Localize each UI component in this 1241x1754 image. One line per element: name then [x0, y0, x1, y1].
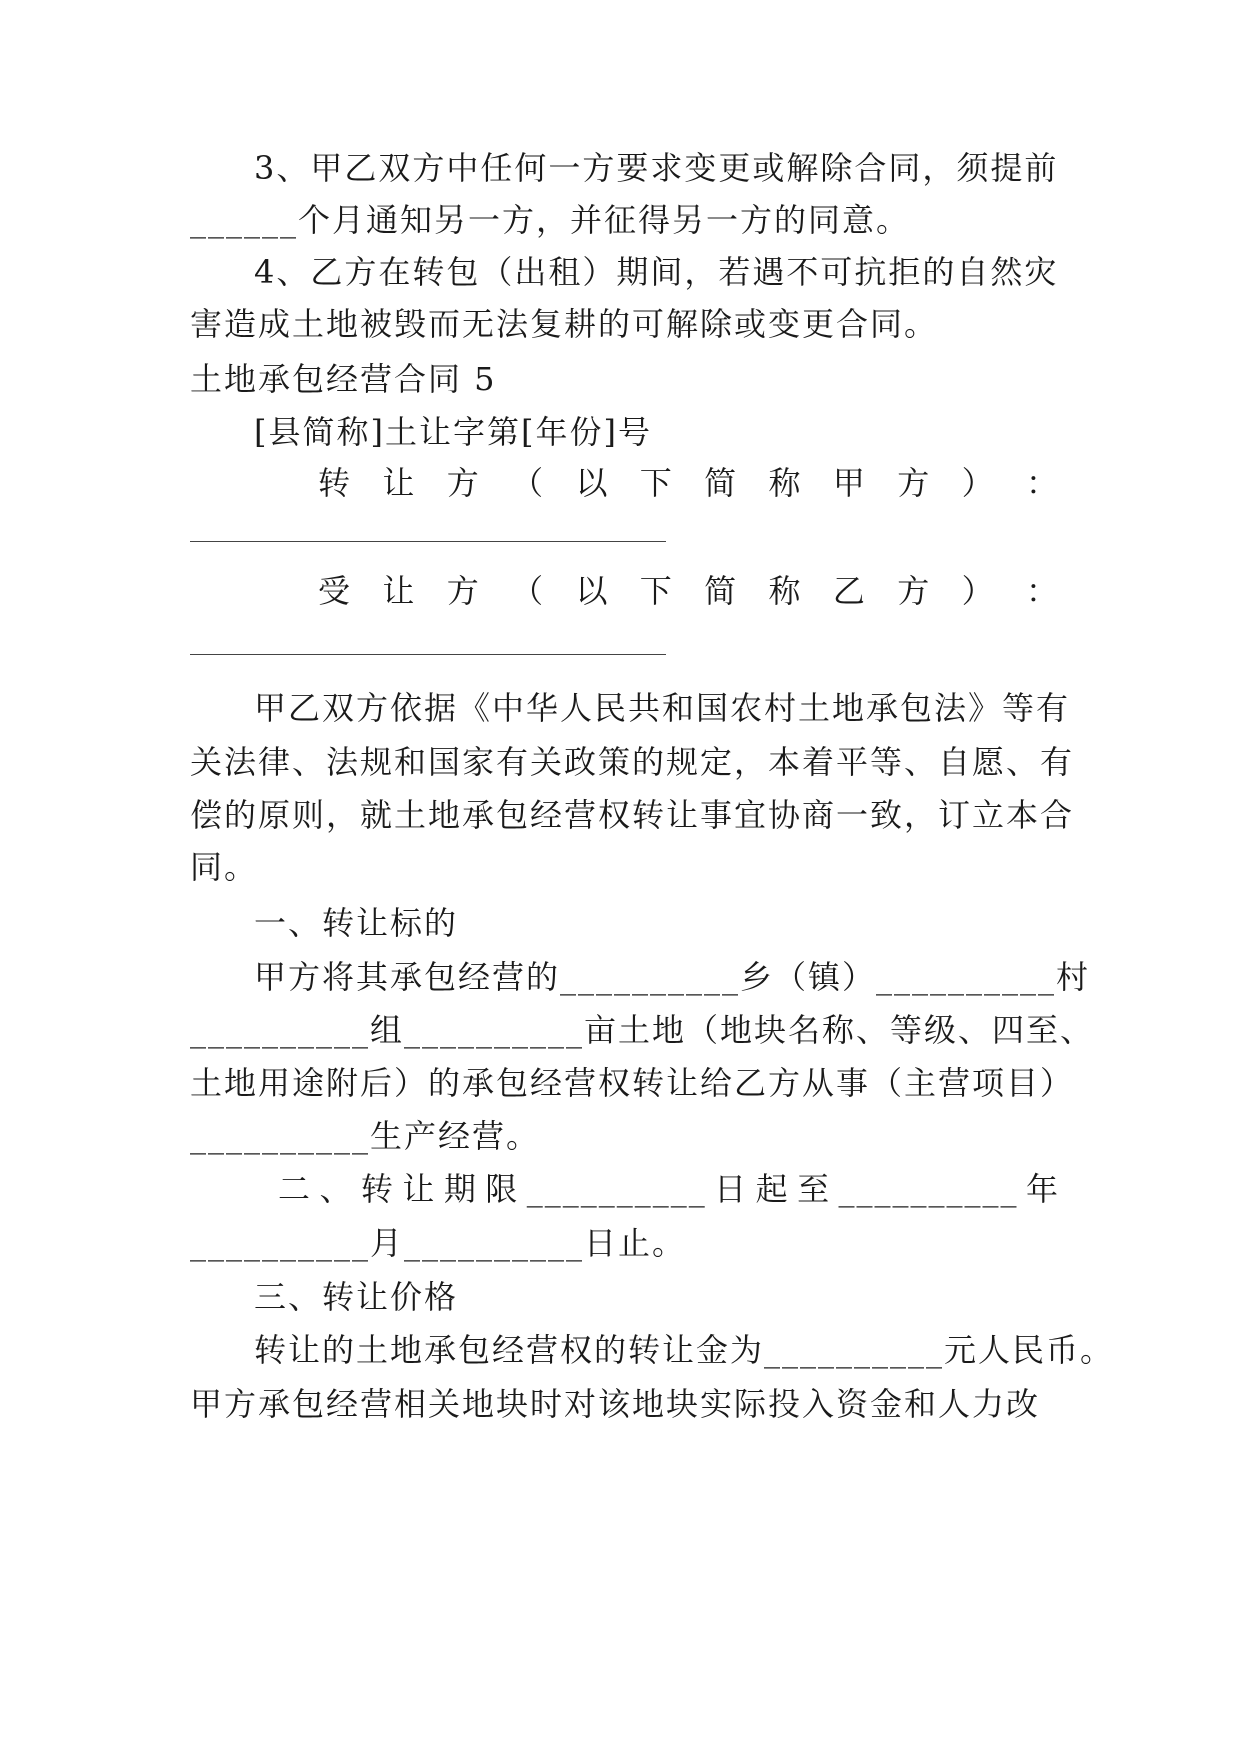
- clause-4-line-1: 4、乙方在转包（出租）期间，若遇不可抗拒的自然灾: [254, 253, 1059, 291]
- transferor-line: [318, 461, 1060, 505]
- section-2-line-2: __________月__________日止。: [190, 1224, 687, 1262]
- term-token: 限: [485, 1170, 520, 1208]
- section-1-heading: 一、转让标的: [254, 904, 459, 942]
- transferee-char: 称: [768, 572, 803, 610]
- section-1-line-4: __________生产经营。: [190, 1117, 541, 1155]
- transferor-char: 简: [704, 464, 739, 502]
- section-1-line-3: 土地用途附后）的承包经营权转让给乙方从事（主营项目）: [190, 1064, 1075, 1102]
- transferee-char: 受: [318, 572, 353, 610]
- clause-3-line-2: ______个月通知另一方，并征得另一方的同意。: [190, 201, 911, 239]
- transferor-char: 方: [446, 464, 481, 502]
- transferee-char: 下: [639, 572, 674, 610]
- preamble-line-3: 偿的原则，就土地承包经营权转让事宜协商一致，订立本合: [190, 796, 1075, 834]
- section-3-heading: 三、转让价格: [254, 1278, 459, 1316]
- transferor-char: 下: [639, 464, 674, 502]
- transferor-char: ）: [961, 464, 996, 502]
- term-token: 日: [714, 1170, 749, 1208]
- term-blank: __________: [526, 1170, 707, 1208]
- term-token: 至: [797, 1170, 832, 1208]
- transferee-char: 简: [704, 572, 739, 610]
- term-token: 起: [755, 1170, 790, 1208]
- section-3-line-1: 转让的土地承包经营权的转让金为__________元人民币。: [254, 1331, 1115, 1369]
- transferor-blank-line: [190, 541, 666, 542]
- transferee-char: （: [511, 572, 546, 610]
- transferee-char: 方: [446, 572, 481, 610]
- preamble-line-2: 关法律、法规和国家有关政策的规定，本着平等、自愿、有: [190, 743, 1075, 781]
- transferee-line: [318, 569, 1060, 613]
- transferee-char: 乙: [832, 572, 867, 610]
- clause-4-line-2: 害造成土地被毁而无法复耕的可解除或变更合同。: [190, 305, 939, 343]
- term-blank: __________: [838, 1170, 1019, 1208]
- transferor-char: 转: [318, 464, 353, 502]
- section-3-line-2: 甲方承包经营相关地块时对该地块实际投入资金和人力改: [190, 1385, 1041, 1423]
- term-token: 、: [319, 1170, 354, 1208]
- transferee-char: ）: [961, 572, 996, 610]
- contract-title: 土地承包经营合同 5: [190, 360, 497, 398]
- transferee-char: 方: [897, 572, 932, 610]
- preamble-line-4: 同。: [190, 848, 259, 886]
- transferor-char: 称: [768, 464, 803, 502]
- contract-number: [县简称]土让字第[年份]号: [254, 413, 652, 451]
- term-token: 让: [402, 1170, 437, 1208]
- transferor-char: 以: [575, 464, 610, 502]
- transferor-char: 方: [897, 464, 932, 502]
- transferee-char: ：: [1025, 572, 1060, 610]
- term-token: 年: [1025, 1170, 1060, 1208]
- section-1-line-2: __________组__________亩土地（地块名称、等级、四至、: [190, 1011, 1095, 1049]
- clause-3-line-1: 3、甲乙双方中任何一方要求变更或解除合同，须提前: [254, 149, 1059, 187]
- section-1-line-1: 甲方将其承包经营的__________乡（镇）__________村: [254, 958, 1091, 996]
- preamble-line-1: 甲乙双方依据《中华人民共和国农村土地承包法》等有: [254, 689, 1071, 727]
- section-2-line-1: [278, 1167, 1060, 1211]
- transferor-char: 甲: [832, 464, 867, 502]
- term-token: 转: [360, 1170, 395, 1208]
- transferee-char: 以: [575, 572, 610, 610]
- term-token: 期: [443, 1170, 478, 1208]
- transferee-blank-line: [190, 654, 666, 655]
- transferee-char: 让: [382, 572, 417, 610]
- term-token: 二: [278, 1170, 313, 1208]
- transferor-char: 让: [382, 464, 417, 502]
- transferor-char: （: [511, 464, 546, 502]
- transferor-char: ：: [1025, 464, 1060, 502]
